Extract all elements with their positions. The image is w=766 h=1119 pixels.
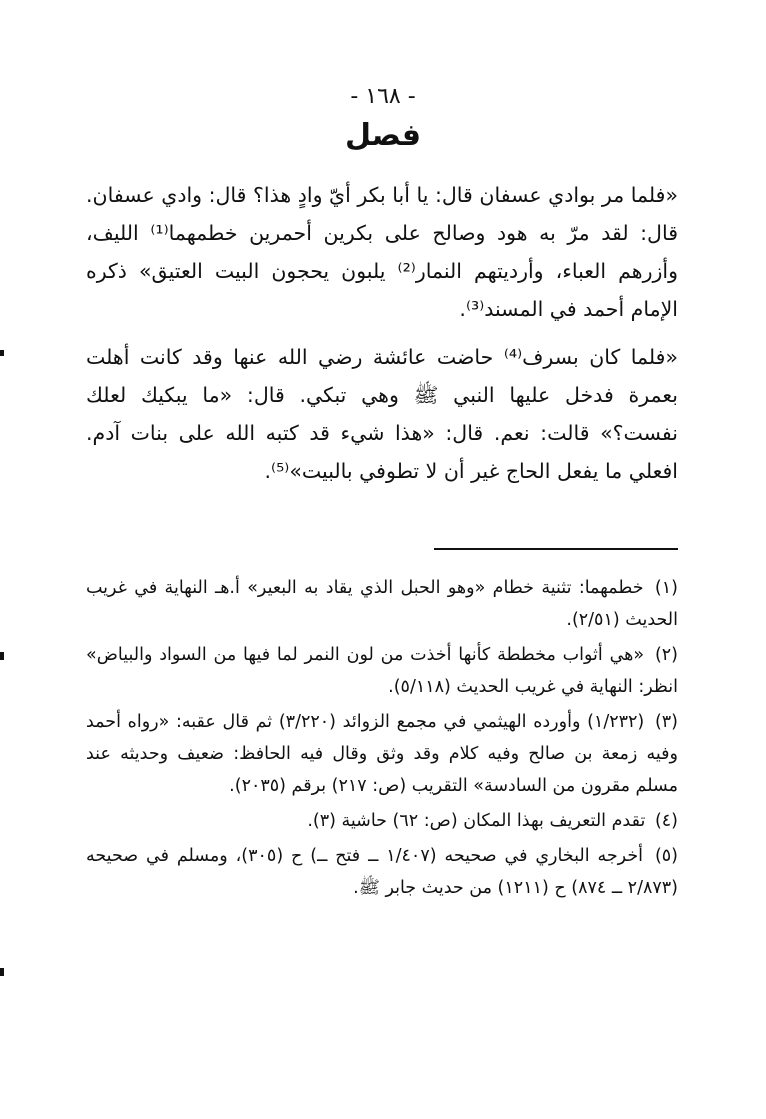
footnote	[86, 706, 678, 802]
footnote-number: (٣)	[654, 712, 678, 732]
footnote-text: تقدم التعريف بهذا المكان (ص: ٦٢) حاشية (٣).	[307, 811, 646, 831]
paragraph: «فلما كان بسرف⁽⁴⁾ حاضت عائشة رضي الله عنها وقد كانت أهلت بعمرة فدخل عليها النبي ﷺ وهي تبكي. قال: «ما يبكيك لعلك نفست؟» قالت: نعم. قال: «هذا شيء قد كتبه الله على بنات آدم. افعلي ما يفعل الحاج غير أن لا تطوفي بالبيت»⁽⁵⁾.	[86, 345, 678, 483]
footnote-number: (٢)	[654, 645, 678, 665]
scan-edge-mark	[0, 968, 4, 976]
footnote-number: (١)	[654, 578, 678, 598]
footnotes	[86, 572, 678, 907]
footnote	[86, 639, 678, 703]
scan-edge-mark	[0, 350, 4, 356]
footnote	[86, 840, 678, 904]
footnote	[86, 805, 678, 837]
footnote-text: خطمهما: تثنية خطام «وهو الحبل الذي يقاد به البعير» أ.هـ النهاية في غريب الحديث (٢/٥١).	[86, 578, 678, 630]
paragraph: «فلما مر بوادي عسفان قال: يا أبا بكر أيّ وادٍ هذا؟ قال: وادي عسفان. قال: لقد مرّ به هود وصالح على بكرين أحمرين خطمهما⁽¹⁾ الليف، وأزرهم العباء، وأرديتهم النمار⁽²⁾ يلبون يحجون البيت العتيق» ذكره الإمام أحمد في المسند⁽³⁾.	[86, 183, 679, 321]
scan-edge-mark	[0, 652, 4, 660]
page-number: - ١٦٨ -	[350, 84, 416, 109]
footnote-text: (١/٢٣٢) وأورده الهيثمي في مجمع الزوائد (٣/٢٢٠) ثم قال عقبه: «رواه أحمد وفيه زمعة بن صالح وفيه كلام وقد وثق وقال فيه الحافظ: ضعيف وحديثه عند مسلم مقرون من السادسة» التقريب (ص: ٢١٧) برقم (٢٠٣٥).	[86, 712, 678, 796]
footnote-number: (٥)	[654, 846, 678, 866]
main-text	[86, 176, 678, 500]
footnote-text: «هي أثواب مخططة كأنها أخذت من لون النمر لما فيها من السواد والبياض» انظر: النهاية في غريب الحديث (٥/١١٨).	[86, 645, 678, 697]
footnote-number: (٤)	[654, 811, 678, 831]
footnote-text: أخرجه البخاري في صحيحه (١/٤٠٧ ــ فتح ــ) ح (٣٠٥)، ومسلم في صحيحه (٢/٨٧٣ ــ ٨٧٤) ح (١٢١١) من حديث جابر ﷺ.	[86, 846, 678, 898]
section-title: فصل	[345, 118, 421, 153]
footnote	[86, 572, 678, 636]
footnote-separator	[434, 548, 678, 550]
